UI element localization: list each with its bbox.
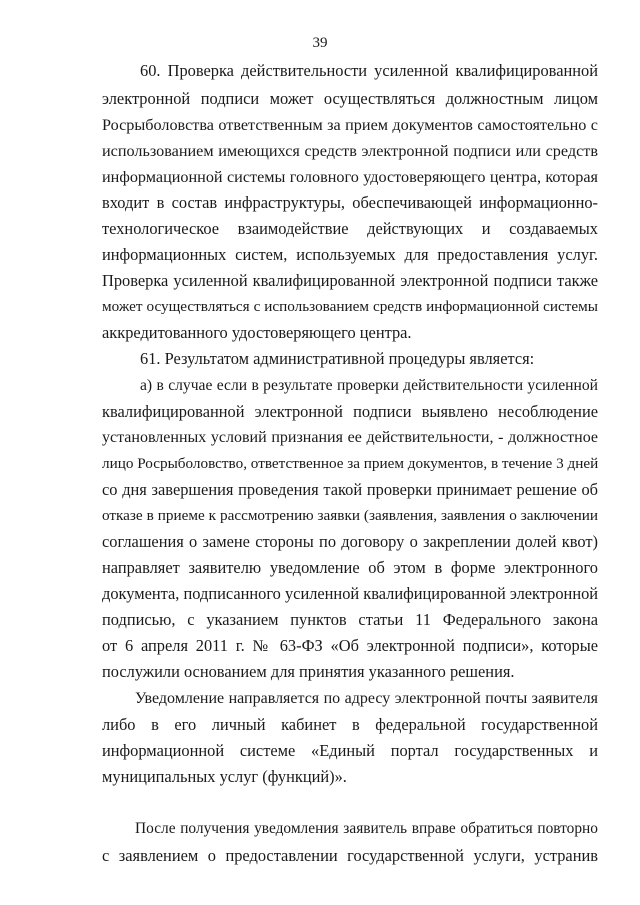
paragraph-line: информационной системе «Единый портал государственных и: [102, 741, 598, 760]
paragraph-line: Росрыболовства ответственным за прием документов самостоятельно с: [102, 116, 598, 134]
paragraph-line: с заявлением о предоставлении государственной услуги, устранив: [102, 846, 598, 865]
page-number: 39: [312, 35, 328, 51]
paragraph-line: аккредитованного удостоверяющего центра.: [102, 323, 412, 342]
paragraph-line: подписью, с указанием пунктов статьи 11 Федерального закона: [102, 610, 598, 629]
paragraph-line: муниципальных услуг (функций)».: [102, 767, 347, 786]
paragraph-line: технологическое взаимодействие действующих и создаваемых: [102, 219, 598, 238]
paragraph-line: входит в состав инфраструктуры, обеспечивающей информационно-: [102, 193, 598, 212]
paragraph-line: от 6 апреля 2011 г. № 63-ФЗ «Об электронной подписи», которые: [102, 636, 598, 655]
paragraph-line: либо в его личный кабинет в федеральной государственной: [102, 715, 598, 734]
paragraph-line: Проверка усиленной квалифицированной электронной подписи также: [102, 271, 598, 290]
paragraph-line: а) в случае если в результате проверки действительности усиленной: [140, 377, 598, 394]
paragraph-line: Уведомление направляется по адресу электронной почты заявителя: [135, 690, 598, 707]
paragraph-line: информационных систем, используемых для предоставления услуг.: [102, 245, 598, 264]
paragraph-line: соглашения о замене стороны по договору о закреплении долей квот): [102, 532, 598, 551]
paragraph-line: документа, подписанного усиленной квалифицированной электронной: [102, 584, 598, 603]
paragraph-line: лицо Росрыболовство, ответственное за прием документов, в течение 3 дней: [102, 455, 598, 472]
paragraph-line: 60. Проверка действительности усиленной квалифицированной: [140, 61, 598, 80]
paragraph-line: 61. Результатом административной процедуры является:: [140, 349, 535, 368]
paragraph-line: установленных условий признания ее действительности, - должностное: [102, 429, 598, 446]
paragraph-line: электронной подписи может осуществляться должностным лицом: [102, 89, 598, 108]
paragraph-line: направляет заявителю уведомление об этом в форме электронного: [102, 558, 598, 577]
paragraph-line: отказе в приеме к рассмотрению заявки (заявления, заявления о заключении: [102, 507, 598, 524]
paragraph-line: послужили основанием для принятия указанного решения.: [102, 662, 515, 681]
paragraph-line: квалифицированной электронной подписи выявлено несоблюдение: [102, 402, 598, 421]
paragraph-line: использованием имеющихся средств электронной подписи или средств: [102, 142, 598, 160]
paragraph-line: может осуществляться с использованием средств информационной системы: [102, 298, 598, 315]
paragraph-line: со дня завершения проведения такой проверки принимает решение об: [102, 480, 598, 499]
paragraph-line: информационной системы головного удостоверяющего центра, которая: [102, 168, 598, 186]
paragraph-line: После получения уведомления заявитель вправе обратиться повторно: [135, 820, 598, 837]
